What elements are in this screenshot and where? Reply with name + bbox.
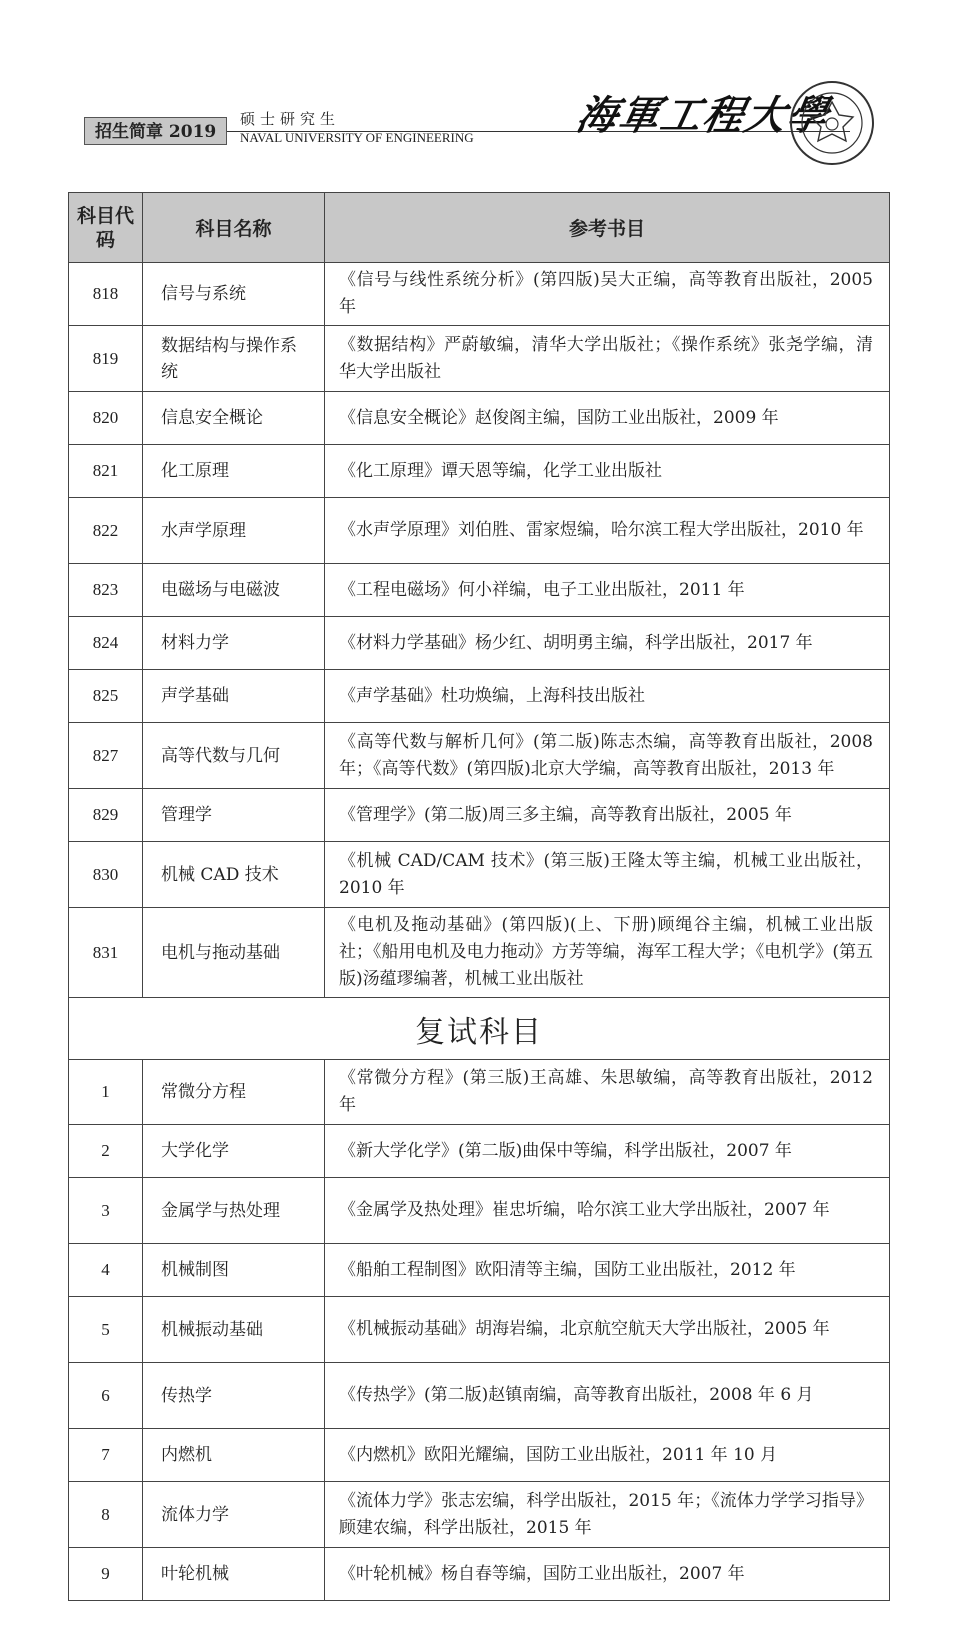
reference-books: 《数据结构》严蔚敏编，清华大学出版社；《操作系统》张尧学编，清华大学出版社: [325, 326, 890, 392]
subject-code: 8: [69, 1482, 143, 1548]
reference-books: 《声学基础》杜功焕编，上海科技出版社: [325, 670, 890, 723]
reference-books: 《管理学》(第二版)周三多主编，高等教育出版社，2005 年: [325, 789, 890, 842]
subject-code: 819: [69, 326, 143, 392]
subject-name: 材料力学: [143, 617, 325, 670]
reference-books: 《工程电磁场》何小祥编，电子工业出版社，2011 年: [325, 564, 890, 617]
table-row: [69, 1482, 890, 1548]
reference-books: 《信息安全概论》赵俊阁主编，国防工业出版社，2009 年: [325, 392, 890, 445]
reference-books: 《传热学》(第二版)赵镇南编，高等教育出版社，2008 年 6 月: [325, 1363, 890, 1429]
reference-books: 《内燃机》欧阳光耀编，国防工业出版社，2011 年 10 月: [325, 1429, 890, 1482]
subject-code: 9: [69, 1548, 143, 1601]
reference-books: 《新大学化学》(第二版)曲保中等编，科学出版社，2007 年: [325, 1125, 890, 1178]
university-seal-icon: [789, 80, 875, 166]
page-header: [0, 0, 960, 190]
table-row: [69, 789, 890, 842]
header-title-en: NAVAL UNIVERSITY OF ENGINEERING: [240, 130, 474, 145]
subject-name: 机械 CAD 技术: [143, 842, 325, 908]
header-reference-books: 参考书目: [325, 193, 890, 263]
table-row: [69, 564, 890, 617]
reference-books: 《材料力学基础》杨少红、胡明勇主编，科学出版社，2017 年: [325, 617, 890, 670]
subject-code: 6: [69, 1363, 143, 1429]
table-row: [69, 1060, 890, 1125]
subject-name: 内燃机: [143, 1429, 325, 1482]
subject-name: 大学化学: [143, 1125, 325, 1178]
subject-code: 2: [69, 1125, 143, 1178]
header-subject-code: 科目代码: [69, 193, 143, 263]
table-row: [69, 670, 890, 723]
table-row: [69, 392, 890, 445]
reference-books: 《高等代数与解析几何》(第二版)陈志杰编，高等教育出版社，2008 年；《高等代数》(第四版)北京大学编，高等教育出版社，2013 年: [325, 723, 890, 789]
table-row: [69, 1429, 890, 1482]
university-calligraphy-logo: 海軍工程大學: [572, 92, 835, 139]
table-row: [69, 498, 890, 564]
table-row: [69, 326, 890, 392]
subject-name: 化工原理: [143, 445, 325, 498]
subject-name: 信息安全概论: [143, 392, 325, 445]
subject-code: 7: [69, 1429, 143, 1482]
subject-name: 机械振动基础: [143, 1297, 325, 1363]
table-row: [69, 263, 890, 326]
retest-subjects-body: [69, 1060, 890, 1601]
subject-code: 818: [69, 263, 143, 326]
table-row: [69, 1244, 890, 1297]
subject-name: 数据结构与操作系统: [143, 326, 325, 392]
subject-name: 高等代数与几何: [143, 723, 325, 789]
subject-code: 825: [69, 670, 143, 723]
subject-code: 5: [69, 1297, 143, 1363]
subject-code: 821: [69, 445, 143, 498]
reference-books: 《船舶工程制图》欧阳清等主编，国防工业出版社，2012 年: [325, 1244, 890, 1297]
subject-name: 金属学与热处理: [143, 1178, 325, 1244]
subject-code: 831: [69, 908, 143, 998]
subject-name: 电机与拖动基础: [143, 908, 325, 998]
reference-books: 《信号与线性系统分析》(第四版)吴大正编，高等教育出版社，2005 年: [325, 263, 890, 326]
exam-subjects-body: [69, 263, 890, 998]
reference-books: 《化工原理》谭天恩等编，化学工业出版社: [325, 445, 890, 498]
subject-code: 824: [69, 617, 143, 670]
subject-name: 常微分方程: [143, 1060, 325, 1125]
table-row: [69, 1178, 890, 1244]
subject-name: 传热学: [143, 1363, 325, 1429]
subject-code: 827: [69, 723, 143, 789]
table-row: [69, 445, 890, 498]
reference-books: 《流体力学》张志宏编，科学出版社，2015 年；《流体力学学习指导》顾建农编，科学出版社，2015 年: [325, 1482, 890, 1548]
reference-books: 《水声学原理》刘伯胜、雷家煜编，哈尔滨工程大学出版社，2010 年: [325, 498, 890, 564]
brochure-tag: 招生简章 2019: [84, 117, 227, 145]
reference-books: 《金属学及热处理》崔忠圻编，哈尔滨工业大学出版社，2007 年: [325, 1178, 890, 1244]
table-row: [69, 842, 890, 908]
subject-name: 声学基础: [143, 670, 325, 723]
reference-books: 《常微分方程》(第三版)王高雄、朱思敏编，高等教育出版社，2012 年: [325, 1060, 890, 1125]
table-row: [69, 908, 890, 998]
subject-name: 水声学原理: [143, 498, 325, 564]
reference-books: 《机械 CAD/CAM 技术》(第三版)王隆太等主编，机械工业出版社，2010 年: [325, 842, 890, 908]
header-subject-name: 科目名称: [143, 193, 325, 263]
subject-code: 829: [69, 789, 143, 842]
table-row: [69, 1297, 890, 1363]
section-title-retest: 复试科目: [69, 998, 890, 1060]
subject-code: 820: [69, 392, 143, 445]
subject-code: 823: [69, 564, 143, 617]
subject-code: 1: [69, 1060, 143, 1125]
table-row: [69, 1548, 890, 1601]
subject-code: 830: [69, 842, 143, 908]
table-row: [69, 1363, 890, 1429]
table-row: [69, 1125, 890, 1178]
table-header-row: [69, 193, 890, 263]
table-row: [69, 617, 890, 670]
reference-books-table: [68, 192, 890, 1601]
subject-code: 822: [69, 498, 143, 564]
subject-name: 叶轮机械: [143, 1548, 325, 1601]
subject-name: 流体力学: [143, 1482, 325, 1548]
table-row: [69, 723, 890, 789]
subject-name: 管理学: [143, 789, 325, 842]
reference-books: 《电机及拖动基础》(第四版)(上、下册)顾绳谷主编，机械工业出版社；《船用电机及电力拖动》方芳等编，海军工程大学；《电机学》(第五版)汤蕴璆编著，机械工业出版社: [325, 908, 890, 998]
reference-books: 《叶轮机械》杨自春等编，国防工业出版社，2007 年: [325, 1548, 890, 1601]
subject-name: 信号与系统: [143, 263, 325, 326]
subject-name: 机械制图: [143, 1244, 325, 1297]
section-row: [69, 998, 890, 1060]
reference-books: 《机械振动基础》胡海岩编，北京航空航天大学出版社，2005 年: [325, 1297, 890, 1363]
subject-name: 电磁场与电磁波: [143, 564, 325, 617]
header-title-cn: 硕士研究生: [240, 110, 341, 128]
subject-code: 3: [69, 1178, 143, 1244]
subject-code: 4: [69, 1244, 143, 1297]
